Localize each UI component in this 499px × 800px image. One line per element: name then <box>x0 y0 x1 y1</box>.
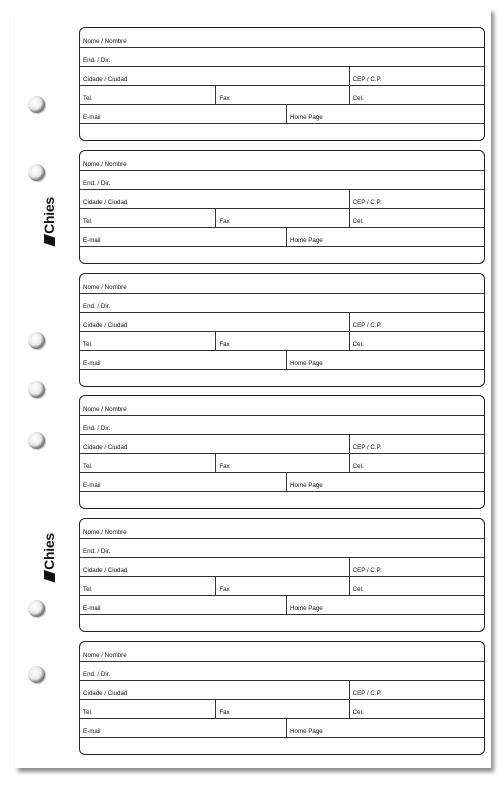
card-row <box>80 519 484 539</box>
tel-field[interactable] <box>80 699 215 718</box>
name-label: Nome / Nombre <box>83 283 127 291</box>
city-field[interactable] <box>80 557 349 576</box>
fax-label: Fax <box>219 585 230 593</box>
address-field[interactable] <box>80 170 484 189</box>
cel-field[interactable] <box>349 85 484 104</box>
cel-label: Cel. <box>352 585 364 593</box>
address-label: End. / Dir. <box>83 670 111 678</box>
binder-hole-icon <box>28 381 45 398</box>
card-row <box>80 369 484 387</box>
name-label: Nome / Nombre <box>83 37 127 45</box>
tel-label: Tel. <box>83 217 93 225</box>
card-row <box>80 85 484 105</box>
fax-field[interactable] <box>215 453 348 472</box>
homepage-field[interactable] <box>286 718 484 737</box>
fax-field[interactable] <box>215 331 348 350</box>
name-field[interactable] <box>80 28 484 47</box>
email-label: E-mail <box>83 236 101 244</box>
card-row <box>80 538 484 558</box>
brand-name: Chies <box>41 197 57 234</box>
address-label: End. / Dir. <box>83 547 111 555</box>
name-field[interactable] <box>80 151 484 170</box>
cel-label: Cel. <box>352 708 364 716</box>
name-field[interactable] <box>80 396 484 415</box>
card-row <box>80 576 484 596</box>
tel-field[interactable] <box>80 331 215 350</box>
zip-label: CEP / C.P. <box>352 566 382 574</box>
card-row <box>80 642 484 662</box>
card-row <box>80 293 484 313</box>
card-row <box>80 557 484 577</box>
card-row <box>80 312 484 332</box>
address-label: End. / Dir. <box>83 56 111 64</box>
email-label: E-mail <box>83 359 101 367</box>
cel-label: Cel. <box>352 217 364 225</box>
city-label: Cidade / Ciudad <box>83 566 128 574</box>
name-field[interactable] <box>80 642 484 661</box>
brand-logo <box>38 528 60 586</box>
card-row <box>80 170 484 190</box>
address-label: End. / Dir. <box>83 302 111 310</box>
city-label: Cidade / Ciudad <box>83 321 128 329</box>
city-label: Cidade / Ciudad <box>83 198 128 206</box>
cel-field[interactable] <box>349 576 484 595</box>
zip-label: CEP / C.P. <box>352 689 382 697</box>
homepage-label: Home Page <box>290 604 323 612</box>
address-label: End. / Dir. <box>83 424 111 432</box>
email-label: E-mail <box>83 727 101 735</box>
zip-field[interactable] <box>349 66 484 85</box>
brand-name: Chies <box>41 533 57 570</box>
zip-field[interactable] <box>349 434 484 453</box>
homepage-label: Home Page <box>290 727 323 735</box>
binder-hole-icon <box>28 96 45 113</box>
cel-label: Cel. <box>352 340 364 348</box>
city-label: Cidade / Ciudad <box>83 75 128 83</box>
tel-label: Tel. <box>83 340 93 348</box>
email-label: E-mail <box>83 481 101 489</box>
binder-hole-icon <box>28 164 45 181</box>
city-label: Cidade / Ciudad <box>83 689 128 697</box>
homepage-label: Home Page <box>290 481 323 489</box>
zip-label: CEP / C.P. <box>352 75 382 83</box>
fax-field[interactable] <box>215 208 348 227</box>
city-field[interactable] <box>80 66 349 85</box>
card-row <box>80 123 484 141</box>
card-row <box>80 227 484 247</box>
zip-label: CEP / C.P. <box>352 321 382 329</box>
name-label: Nome / Nombre <box>83 405 127 413</box>
card-row <box>80 415 484 435</box>
card-row <box>80 614 484 632</box>
homepage-label: Home Page <box>290 113 323 121</box>
address-field[interactable] <box>80 415 484 434</box>
card-row <box>80 47 484 67</box>
cel-field[interactable] <box>349 699 484 718</box>
address-card <box>79 150 485 264</box>
card-row <box>80 434 484 454</box>
card-row <box>80 718 484 738</box>
address-card <box>79 273 485 387</box>
card-row <box>80 396 484 416</box>
brand-logo <box>38 192 60 250</box>
address-card <box>79 641 485 755</box>
fax-field[interactable] <box>215 699 348 718</box>
fax-label: Fax <box>219 340 230 348</box>
homepage-field[interactable] <box>286 227 484 246</box>
city-field[interactable] <box>80 680 349 699</box>
city-field[interactable] <box>80 189 349 208</box>
homepage-field[interactable] <box>286 350 484 369</box>
card-row <box>80 331 484 351</box>
fax-field[interactable] <box>215 576 348 595</box>
email-label: E-mail <box>83 604 101 612</box>
tel-field[interactable] <box>80 453 215 472</box>
name-label: Nome / Nombre <box>83 528 127 536</box>
cel-label: Cel. <box>352 94 364 102</box>
city-label: Cidade / Ciudad <box>83 443 128 451</box>
fax-label: Fax <box>219 462 230 470</box>
homepage-field[interactable] <box>286 104 484 123</box>
name-field[interactable] <box>80 519 484 538</box>
binder-hole-icon <box>28 666 45 683</box>
card-row <box>80 661 484 681</box>
name-field[interactable] <box>80 274 484 293</box>
tel-label: Tel. <box>83 94 93 102</box>
fax-label: Fax <box>219 94 230 102</box>
homepage-label: Home Page <box>290 236 323 244</box>
cel-field[interactable] <box>349 208 484 227</box>
fax-label: Fax <box>219 217 230 225</box>
binder-hole-icon <box>28 600 45 617</box>
tel-label: Tel. <box>83 462 93 470</box>
zip-field[interactable] <box>349 680 484 699</box>
homepage-field[interactable] <box>286 595 484 614</box>
card-row <box>80 699 484 719</box>
fax-field[interactable] <box>215 85 348 104</box>
email-field[interactable] <box>80 718 286 737</box>
email-field[interactable] <box>80 595 286 614</box>
tel-field[interactable] <box>80 208 215 227</box>
zip-label: CEP / C.P. <box>352 198 382 206</box>
email-field[interactable] <box>80 104 286 123</box>
zip-label: CEP / C.P. <box>352 443 382 451</box>
card-row <box>80 104 484 124</box>
card-row <box>80 491 484 509</box>
book-logo-icon <box>44 234 55 247</box>
name-label: Nome / Nombre <box>83 160 127 168</box>
zip-field[interactable] <box>349 189 484 208</box>
book-logo-icon <box>44 570 55 583</box>
address-card <box>79 395 485 509</box>
card-row <box>80 737 484 755</box>
city-field[interactable] <box>80 434 349 453</box>
homepage-label: Home Page <box>290 359 323 367</box>
card-row <box>80 595 484 615</box>
card-row <box>80 151 484 171</box>
email-field[interactable] <box>80 227 286 246</box>
card-row <box>80 472 484 492</box>
address-field[interactable] <box>80 538 484 557</box>
zip-field[interactable] <box>349 312 484 331</box>
address-field[interactable] <box>80 47 484 66</box>
cel-field[interactable] <box>349 453 484 472</box>
card-row <box>80 208 484 228</box>
card-row <box>80 453 484 473</box>
zip-field[interactable] <box>349 557 484 576</box>
address-label: End. / Dir. <box>83 179 111 187</box>
card-row <box>80 274 484 294</box>
tel-field[interactable] <box>80 576 215 595</box>
binder-hole-icon <box>28 432 45 449</box>
cel-field[interactable] <box>349 331 484 350</box>
homepage-field[interactable] <box>286 472 484 491</box>
card-row <box>80 28 484 48</box>
card-row <box>80 189 484 209</box>
card-row <box>80 66 484 86</box>
email-field[interactable] <box>80 350 286 369</box>
cel-label: Cel. <box>352 462 364 470</box>
name-label: Nome / Nombre <box>83 651 127 659</box>
email-label: E-mail <box>83 113 101 121</box>
binder-hole-icon <box>28 332 45 349</box>
card-row <box>80 680 484 700</box>
fax-label: Fax <box>219 708 230 716</box>
address-card <box>79 27 485 141</box>
tel-field[interactable] <box>80 85 215 104</box>
card-row <box>80 246 484 264</box>
email-field[interactable] <box>80 472 286 491</box>
address-field[interactable] <box>80 293 484 312</box>
address-card <box>79 518 485 632</box>
tel-label: Tel. <box>83 585 93 593</box>
tel-label: Tel. <box>83 708 93 716</box>
card-row <box>80 350 484 370</box>
city-field[interactable] <box>80 312 349 331</box>
address-field[interactable] <box>80 661 484 680</box>
